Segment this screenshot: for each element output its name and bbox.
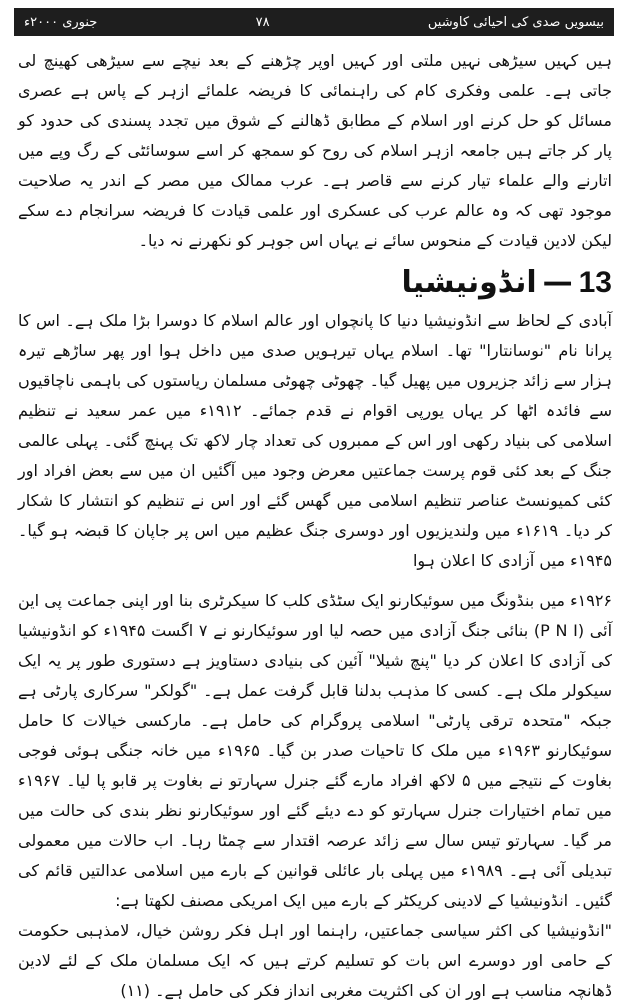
section-body: آبادی کے لحاظ سے انڈونیشیا دنیا کا پانچواں اور عالم اسلام کا دوسرا بڑا ملک ہے۔ اس کا پرانا نام "نوسانتارا" تھا۔ اسلام یہاں تیرہویں صدی میں داخل ہوا اور پھر ساڑھے تیرہ ہزار سے زائد جزیروں میں پھیل گیا۔ چھوٹی چھوٹی مسلمان ریاستوں کی باہمی ناچاقیوں سے فائدہ اٹھا کر یہاں یورپی اقوام نے قدم جمائے۔ ۱۹۱۲ء میں عمر سعید نے تنظیم اسلامی کی بنیاد رکھی اور اس کے ممبروں کی تعداد چار لاکھ تک پہنچ گئی۔ پہلی عالمی جنگ کے بعد کئی قوم پرست جماعتیں معرض وجود میں آگئیں ان میں سے بعض افراد اور کئی کمیونسٹ عناصر تنظیم اسلامی میں گھس گئے اور اس نے تنظیم کو انتشار کا شکار کر دیا۔ ۱۶۱۹ء میں ولندیزیوں اور دوسری جنگ عظیم میں اس پر جاپان کا قبضہ ہو گیا۔ ۱۹۴۵ء میں آزادی کا اعلان ہوا bbox=[18, 311, 613, 570]
header-running-title: بیسویں صدی کی احیائی کاوشیں bbox=[427, 14, 604, 30]
paragraph-soekarno: ۱۹۲۶ء میں بنڈونگ میں سوئیکارنو ایک سٹڈی کلب کا سیکرٹری بنا اور اپنی جماعت پی این آئی (P N I) بنائی جنگ آزادی میں حصہ لیا اور سوئیکارنو نے ۷ اگست ۱۹۴۵ء کو انڈونیشیا کی آزادی کا اعلان کر دیا "پنچ شیلا" آئین کی بنیادی دستاویز ہے دستوری طور پر یہ ایک سیکولر ملک ہے۔ کسی کا مذہب بدلنا قابل گرفت عمل ہے۔ "گولکر" سرکاری پارٹی ہے جبکہ "متحدہ ترقی پارٹی" اسلامی پروگرام کی حامل ہے۔ مارکسی خیالات کا حامل سوئیکارنو ۱۹۶۳ء میں ملک کا تاحیات صدر بن گیا۔ ۱۹۶۵ء میں خانہ جنگی ہوئی فوجی بغاوت کے نتیجے میں ۵ لاکھ افراد مارے گئے جنرل سہارتو نے بغاوت پر قابو پا لیا۔ ۱۹۶۷ء میں تمام اختیارات جنرل سہارتو کو دے دیئے گئے اور سوئیکارنو نظر بندی کی حالت میں مر گیا۔ سہارتو تیس سال سے زائد عرصہ اقتدار سے چمٹا رہا۔ اب حالات میں معمولی تبدیلی آئی ہے۔ ۱۹۸۹ء میں پہلی بار عائلی قوانین کے بارے میں اسلامی عدالتیں قائم کی گئیں۔ انڈونیشیا کے لادینی کریکٹر کے بارے میں ایک امریکی مصنف لکھتا ہے: bbox=[18, 591, 613, 910]
section-indonesia bbox=[18, 260, 612, 306]
header-date: جنوری ۲۰۰۰ء bbox=[24, 14, 98, 30]
quotation: "انڈونیشیا کی اکثر سیاسی جماعتیں، راہنما اور اہل فکر روشن خیال، لامذہبی حکومت کے حامی اور دوسرے اس بات کو تسلیم کرتے ہیں کہ ایک مسلمان ملک کے لئے لادین ڈھانچہ مناسب ہے اور ان کی اکثریت مغربی انداز فکر کی حامل ہے۔ (۱۱) bbox=[18, 921, 612, 1000]
section-number: 13 bbox=[578, 266, 612, 299]
intro-paragraph: ہیں کہیں سیڑھی نہیں ملتی اور کہیں اوپر چڑھنے کے بعد نیچے سے سیڑھی کھینچ لی جاتی ہے۔ علمی وفکری کام کی راہنمائی کا فریضہ علمائے ازہر کے پاس ہے عصری مسائل کو حل کرنے اور اسلام کے مطابق ڈھالنے کے شوق میں تجدد پسندی کی حدود کو پار کر جاتے ہیں جامعہ ازہر اسلام کی روح کو سمجھ کر اسے سوسائٹی کے رگ وپے میں اتارنے والے علماء تیار کرنے سے قاصر ہے۔ عرب ممالک میں مصر کے اندر یہ صلاحیت موجود تھی کہ وہ عالم عرب کی عسکری اور علمی قیادت کا فریضہ سرانجام دے سکے لیکن لادین قیادت کے منحوس سائے نے یہاں اس جوہر کو نکھرنے نہ دیا۔ bbox=[18, 51, 612, 250]
paragraph-gap bbox=[18, 576, 612, 586]
page-header bbox=[14, 8, 614, 36]
section-title: انڈونیشیا bbox=[401, 265, 537, 300]
section-dash: — bbox=[542, 265, 573, 300]
section-heading bbox=[402, 260, 612, 306]
header-page-number: ۷۸ bbox=[255, 14, 270, 30]
page-body bbox=[18, 46, 612, 1006]
